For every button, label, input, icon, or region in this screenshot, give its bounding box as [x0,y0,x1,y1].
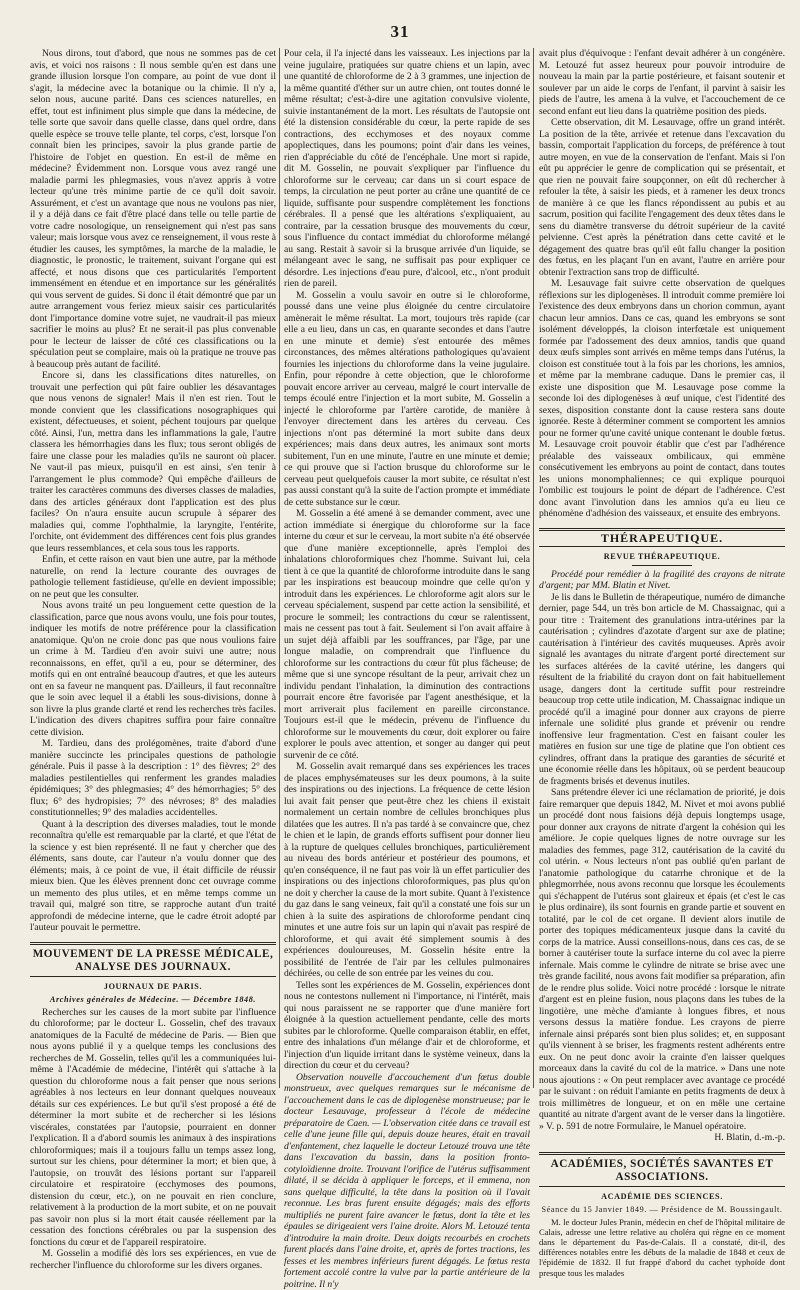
paragraph: Telles sont les expériences de M. Gosselin, expériences dont nous ne contestons nullement ni l'importance, ni l'intérêt, mais qui nous paraissent ne se rapporter que d'une manière fort éloignée à la question actuellement pendante, celle des morts subites par le chloroforme. Quelle comparaison établir, en effet, entre des inhalations d'un mélange d'air et de chloroforme, et l'injection d'un liquide irritant dans le système veineux, dans la direction du cœur et du cerveau? [284,980,530,1072]
paragraph: Enfin, et cette raison en vaut bien une autre, par la méthode naturelle, on rend la lecture courante des ouvrages de pathologie tellement fastidieuse, qu'elle en devient impossible; on ne peut que les consulter. [30,554,276,600]
paragraph: M. Gosselin a été amené à se demander comment, avec une action immédiate si énergique du chloroforme sur la face interne du cœur et sur le cerveau, la mort subite n'a été observée que d'une manière exceptionnelle, après l'emploi des inhalations chloroformiques chez l'homme. Suivant lui, cela tient à ce que la quantité de chloroforme introduite dans le sang par les inspirations est beaucoup moindre que celle qu'on y introduit dans les expériences. Le chloroforme agit alors sur le cerveau spécialement, suspend par cette action la sensibilité, et procure le sommeil; les contractions du cœur se ralentissent, mais ne cessent pas tout à fait. Seulement si l'on avait affaire à un sujet déjà affaibli par les souffrances, par l'âge, par une longue maladie, on comprendrait que l'influence du chloroforme sur les contractions du cœur fût plus fâcheuse; de même que si une syncope résultant de la peur, arrivait chez un individu pendant l'inhalation, la diminution des contractions pourrait encore être favorisée par l'agent anesthésique, et la mort arriverait plus facilement en pareille circonstance. Toujours est-il que le médecin, prévenu de l'influence du chloroforme sur le mouvements du cœur, doit explorer ou faire explorer le pouls avec attention, et songer au danger qui peut survenir de ce côté. [284,508,530,761]
subsection-heading: ACADÉMIE DES SCIENCES. [539,1191,785,1203]
paragraph: M. Tardieu, dans des prolégomènes, traite d'abord d'une manière succincte les principales questions de pathologie générale. Puis il passe à la description : 1° des fièvres; 2° des maladies pestilentielles qui renferment les grandes maladies épidémiques; 3° des phlegmasies; 4° des hémorrhagies; 5° des flux; 6° des hydropisies; 7° des névroses; 8° des maladies constitutionnelles; 9° des maladies accidentelles. [30,738,276,819]
divider [632,565,692,566]
paragraph: M. Gosselin a modifié dès lors ses expériences, en vue de rechercher l'influence du chloroforme sur les divers organes. [30,1248,276,1271]
page-number: 31 [0,22,800,42]
paragraph: M. Lesauvage fait suivre cette observation de quelques réflexions sur les diplogenèses. Il introduit comme première loi l'existence des deux embryons dans un chorion commun, ayant chacun leur amnios. Dans ce cas, quand les embryons se sont isolément développés, la cloison interfœtale est uniquement formée par l'adossement des deux amnios, tandis que quand deux œufs simples sont arrivés en même temps dans l'utérus, la cloison est constituée tout à la fois par les chorions, les amnios, et même par la membrane caduque. Dans le premier cas, il existe une disposition que M. Lesauvage pose comme la seconde loi des diplogenèses à œuf unique, c'est l'identité des sexes, disposition constante dont la cause restera sans doute ignorée. Reste à déterminer comment se comportent les amnios pour ne former qu'une cavité unique contenant le double fœtus. M. Lesauvage croit pouvoir établir que c'est par l'adhérence préalable des vaisseaux ombilicaux, qui emmène consécutivement les embryons au point de contact, dans toutes les unions monomphaliennes; ce qui explique pourquoi l'ombilic est toujours le point de départ de l'adhérence. C'est donc avant l'involution dans les amnios qu'a eu lieu ce phénomène d'adhésion des vaisseaux, et ensuite des embryons. [539,278,785,520]
section-heading-presse: MOUVEMENT DE LA PRESSE MÉDICALE, ANALYSE DES JOURNAUX. [30,942,276,977]
paragraph: M. le docteur Jules Pranin, médecin en chef de l'hôpital militaire de Calais, adresse une lettre relative au choléra qui règne en ce moment dans le département du Pas-de-Calais. Il a constaté, dit-il, des différences notables entre les débuts de la maladie de 1848 et ceux de l'épidémie de 1832. Il fut frappé d'abord du cachet typhoïde dont presque tous les malades [539,1217,785,1278]
paragraph: Nous avons traité un peu longuement cette question de la classification, parce que nous avons voulu, une fois pour toutes, indiquer les motifs de notre préférence pour la classification anatomique. Qu'on ne croie donc pas que nous voulions faire un crime à M. Tardieu d'en avoir suivi une autre; nous reconnaissons, en effet, qu'il a eu, pour se déterminer, des motifs qui en ont entraîné beaucoup d'autres, et que les auteurs ont en sa faveur ne manquent pas. D'ailleurs, il faut reconnaître que le soin avec lequel il a établi les sous-divisions, donne à son livre la plus grande clarté et rend les recherches très faciles. L'indication des divers chapitres suffira pour faire connaître cette division. [30,600,276,738]
journal-line: Archives générales de Médecine. — Décembre 1848. [30,994,276,1006]
signature: H. Blatin, d.-m.-p. [539,1132,785,1144]
paragraph: M. Gosselin a voulu savoir en outre si le chloroforme, poussé dans une veine plus éloignée du centre circulatoire amènerait le même résultat. La mort, toujours très rapide (car elle a eu lieu, dans un cas, en quarante secondes et dans l'autre en une minute et demie) s'est entourée des mêmes circonstances, des mêmes altérations pathologiques qu'avaient fournies les injections du chloroforme dans la veine jugulaire. Enfin, pour répondre à cette objection, que le chloroforme pouvait encore arriver au cerveau, malgré le court intervalle de temps écoulé entre l'injection et la mort subite, M. Gosselin a injecté le chloroforme par l'artère carotide, de manière à l'envoyer directement dans les artères du cerveau. Ces injections n'ont pas déterminé la mort subite dans deux expériences; mais dans deux autres, les animaux sont morts subitement, l'un en une minute, l'autre en une minute et demie; ce qui prouve que si l'action brusque du chloroforme sur le cerveau peut quelquefois causer la mort subite, ce résultat n'est pas aussi constant qu'à la suite de l'action prompte et immédiate de cette substance sur le cœur. [284,290,530,509]
column-3 [539,48,785,1090]
column-rule-right [533,48,534,1088]
paragraph: Observation nouvelle d'accouchement d'un fœtus double monstrueux, avec quelques remarques sur le mécanisme de l'accouchement dans le cas de diplogenèse monstrueuse; par le docteur Lesauvage, professeur à l'école de médecine préparatoire de Caen. — L'observation citée dans ce travail est celle d'une jeune fille qui, depuis douze heures, était en travail d'enfantement, chez laquelle le docteur Letouzé trouva une tête dans l'excavation du bassin, dans la position fronto-cotyloïdienne droite. Trouvant l'orifice de l'utérus suffisamment dilaté, il se décida à appliquer le forceps, et il emmena, non sans quelque difficulté, la tête dans la position où il l'avait reconnue. Les bras furent ensuite dégagés; mais des efforts multipliés ne purent faire avancer le fœtus, dont la tête et les épaules se dirigeaient vers l'aine droite. Alors M. Letouzé tenta d'introduire la main droite. Deux doigts recourbés en crochets furent placés dans l'aine droite, et, après de fortes tractions, les fesses et les membres inférieurs furent dégagés. Le fœtus resta fortement accolé contre la vulve par la partie antérieure de la poitrine. Il n'y [284,1072,530,1290]
subsection-heading: JOURNAUX DE PARIS. [30,981,276,993]
paragraph: Encore si, dans les classifications dites naturelles, on trouvait une perfection qui pût faire oublier les désavantages que nous venons de signaler! Mais il n'en est rien. Tout le monde convient que les classifications nosographiques qui existent, défectueuses, et soient, péchent toujours par quelque côté. Ainsi, l'un, mettra dans les inflammations la gale, l'autre classera les hémorrhagies dans les flux; tous seront obligés de faire une classe pour les maladies qu'ils ne sauront où placer. Ne vaut-il pas mieux, puisqu'il en est ainsi, s'en tenir à l'arrangement le plus commode? Qui empêche d'ailleurs de traiter les caractères communs des diverses classes de maladies, dans des articles généraux dont l'application est des plus faciles? On n'aura ensuite aucun scrupule à séparer des maladies qui, comme l'ophthalmie, la laryngite, l'entérite, l'orchite, ont évidemment des différences cent fois plus grandes que leurs ressemblances, et cela sous tous les rapports. [30,370,276,554]
paragraph: Cette observation, dit M. Lesauvage, offre un grand intérêt. La position de la tête, arrivée et retenue dans l'excavation du bassin, comportait l'application du forceps, de préférence à tout autre moyen, en vue de la conservation de l'enfant. Mais si l'on eût pu apprécier le genre de complication qui se présentait, et que rien ne pouvait faire soupçonner, on eût dû rechercher à refouler la tête, à saisir les pieds, et à ramener les deux troncs de manière à ce que les flancs répondissent au pubis et au sacrum, position qui facilite l'engagement des deux têtes dans le sens du diamètre transverse du détroit supérieur de la cavité pelvienne. C'est après la pénétration dans cette cavité et le dégagement des quatre bras qu'il eût fallu changer la position des fœtus, en les plaçant l'un en avant, l'autre en arrière pour obtenir l'extraction sans trop de difficulté. [539,117,785,278]
column-rule-left [279,48,280,1088]
paragraph: Quant à la description des diverses maladies, tout le monde reconnaîtra qu'elle est remarquable par la clarté, et que l'état de la science y est bien représenté. Il ne faut y chercher que des éléments, sans doute, car l'auteur n'a voulu donner que des éléments; mais, à ce point de vue, il était difficile de réussir mieux bien. Que les élèves prennent donc cet ouvrage comme un memento des plus utiles, et en même temps comme un travail qui, malgré son titre, se rapproche autant d'un traité approfondi de médecine interne, que le cadre étroit adopté par l'auteur pouvait le permettre. [30,819,276,934]
column-2 [284,48,530,1090]
paragraph: Sans prétendre élever ici une réclamation de priorité, je dois faire remarquer que depuis 1842, M. Nivet et moi avons publié un procédé dont nous faisions déjà depuis longtemps usage, pour donner aux crayons de nitrate d'argent la cohésion qui les améliore. Je copie quelques lignes de notre ouvrage sur les maladies des femmes, page 312, cautérisation de la cavité du col utérin. « Nous lecteurs n'ont pas oublié qu'en parlant de l'anatomie pathologique du catarrhe chronique et de la phlegmorrhée, nous avons reconnu que lorsque les écoulements qui s'échappent de l'utérus sont glaireux et épais (et c'est le cas le plus ordinaire), ils sont fournis en grande partie et souvent en totalité, par le col de cet organe. Il devient alors inutile de porter des topiques médicamenteux jusque dans la cavité du corps de la matrice. Aussi conseillons-nous, dans ces cas, de se borner à cautériser toute la surface interne du col avec la pierre infernale. Mais comme le cylindre de nitrate se brise avec une très grande facilité, nous avons fait modifier sa préparation, afin de le rendre plus solide. Voici notre procédé : lorsque le nitrate d'argent est en pleine fusion, nous plaçons dans les tubes de la lingotière, une mèche d'amiante à longues fibres, et nous versons dessus la matière fondue. Les crayons de pierre infernale ainsi préparés sont bien plus solides; et, en supposant qu'ils viennent à se briser, les fragments restent adhérents entre eux. On ne peut donc avoir la crainte d'en laisser quelques morceaux dans la cavité du col de la matrice. » Dans une note nous ajoutions : « On peut remplacer avec avantage ce procédé par le suivant : on réduit l'amiante en petits fragments de deux à trois millimètres de longueur, et on en mêle une certaine quantité au nitrate d'argent avant de le verser dans la lingotière. » V. p. 591 de notre Formulaire, le Manuel opératoire. [539,787,785,1132]
section-heading-academies: ACADÉMIES, SOCIÉTÉS SAVANTES ET ASSOCIATIONS. [539,1152,785,1187]
article-title: Procédé pour remédier à la fragilité des crayons de nitrate d'argent; par MM. Blatin et Nivet. [539,569,785,592]
paragraph: Nous dirons, tout d'abord, que nous ne sommes pas de cet avis, et voici nos raisons : Il nous semble qu'en est dans une grande illusion lorsque l'on compare, au point de vue dont il s'agit, la médecine avec la botanique ou la chimie. Il n'y a, selon nous, aucune parité. Dans ces sciences naturelles, en effet, tout est infiniment plus simple que dans la médecine, de telle sorte que savoir dans quelle classe, dans quel ordre, dans quelle espèce se trouve telle plante, tel corps, c'est, lorsque l'on connaît bien les principes, savoir la plus grande partie de l'histoire de l'objet en question. En est-il de même en médecine? Évidemment non. Lorsque vous avez rangé une maladie parmi les phlegmasies, vous n'avez appris à votre lecteur qu'une très minime partie de ce qu'il doit savoir. Assurément, et c'est un avantage que nous ne voulons pas nier, il y a déjà dans ce fait d'être placé dans telle ou telle partie de votre cadre nosologique, un renseignement qui n'est pas sans valeur; mais lorsque vous avez ce renseignement, il vous reste à étudier les causes, les symptômes, la marche de la maladie, le diagnostic, le pronostic, le traitement, suivant l'organe qui est affecté, et nous disons que ces particularités l'emportent immensément en étendue et en importance sur les généralités qui vous servent de guides. Si donc il était démontré que par un autre arrangement vous feriez mieux saisir ces particularités dont l'importance domine votre sujet, ne vaudrait-il pas mieux sacrifier le moins au plus? Et ne serait-il pas plus convenable pour le lecteur de laisser de côté ces classifications ou la spéculation peut se complaire, mais où la pratique ne trouve pas à beaucoup près autant de facilité. [30,48,276,370]
section-heading-therapeutique: THÉRAPEUTIQUE. [539,528,785,548]
paragraph: M. Gosselin avait remarqué dans ses expériences les traces de places emphysémateuses sur les deux poumons, à la suite des inspirations ou des injections. La fréquence de cette lésion lui avait fait penser que peut-être chez les chiens il existait normalement un certain nombre de cellules bronchiques plus dilatées que les autres. Il n'a pas tardé à se convaincre que, chez le chien et le lapin, de grands efforts suffisent pour donner lieu à la rupture de quelques cellules bronchiques, particulièrement au niveau des bords antérieur et postérieur des poumons, et qu'en conséquence, il ne faut pas voir là un effet particulier des inspirations ou des injections chloroformiques, pas plus qu'on ne doit y chercher la cause de la mort subite. Quant à l'existence du gaz dans le sang veineux, fait qu'il a constaté une fois sur un chien à la suite des aspirations de chloroforme pendant cinq minutes et une autre fois sur un lapin qui n'avait pas respiré de chloroforme, et qui avait été simplement soumis à des expériences douloureuses, M. Gosselin hésite entre la possibilité de l'entrée de l'air par les cellules pulmonaires déchirées, ou celle de son entrée par les veines du cou. [284,761,530,980]
paragraph: avait plus d'équivoque : l'enfant devait adhérer à un congénère. M. Letouzé fut assez heureux pour pouvoir introduire de nouveau la main par la partie postérieure, et faisant soutenir et soulever par un aide le corps de l'enfant, il parvint à saisir les pieds de l'autre, les amena à la vulve, et l'accouchement de ce second enfant eut lieu dans la quatrième position des pieds. [539,48,785,117]
subsection-heading: REVUE THÉRAPEUTIQUE. [539,551,785,563]
seance-line: Séance du 15 Janvier 1849. — Présidence de M. Boussingault. [539,1204,785,1216]
paragraph: Pour cela, il l'a injecté dans les vaisseaux. Les injections par la veine jugulaire, pratiquées sur quatre chiens et un lapin, avec une quantité de chloroforme de 2 à 3 grammes, une injection de la même quantité d'éther sur un autre chien, ont toutes donné le même résultat; c'est-à-dire une agitation convulsive violente, suivie instantanément de la mort. Les résultats de l'autopsie ont été la distension considérable du cœur, la perte rapide de ses contractions, des ecchymoses et des noyaux comme apoplectiques, dans les poumons; point d'air dans les veines, rien d'appréciable du côté de l'encéphale. Une mort si rapide, dit M. Gosselin, ne pouvait s'expliquer par l'influence du chloroforme sur le cerveau; car dans un si court espace de temps, la circulation ne peut porter au crâne une quantité de ce liquide, suffisante pour suspendre complètement les fonctions cérébrales. Il a pensé que les altérations s'expliquaient, au contraire, par la cessation brusque des mouvements du cœur, sous l'influence du contact immédiat du chloroforme mélangé au sang. Restait à savoir si la brusque arrivée d'un liquide, se mélangeant avec le sang, ne suffisait pas pour expliquer ce désordre. Les injections d'eau pure, d'alcool, etc., n'ont produit rien de pareil. [284,48,530,290]
paragraph: Je lis dans le Bulletin de thérapeutique, numéro de dimanche dernier, page 544, un très bon article de M. Chassaignac, qui a pour titre : Traitement des granulations intra-utérines par la cautérisation ; cylindres d'azotate d'argent sur axe de platine; cautérisation à l'intérieur des cavités muqueuses. Après avoir signalé les avantages du nitrate d'argent porté directement sur les surfaces altérées de la cavité utérine, les dangers qui résultent de la friabilité du crayon dont on fait habituellement usage, dangers dont la certitude suffit pour restreindre beaucoup trop cette utile indication, M. Chassaignac indique un procédé qu'il a imaginé pour donner aux crayons de pierre infernale une solidité plus grande et prévenir ou rendre inoffensive leur fragmentation. C'est en faisant couler les matières en fusion sur une tige de platine que l'on obtient ces cylindres, offrant dans la pratique des garanties de sécurité et une économie réelle dans les hôpitaux, où se perdent beaucoup de fragments brisés et devenus inutiles. [539,592,785,788]
paragraph: Recherches sur les causes de la mort subite par l'influence du chloroforme; par le docteur L. Gosselin, chef des travaux anatomiques de la Faculté de médecine de Paris. — Bien que nous ayons publié il y a quelque temps les conclusions des recherches de M. Gosselin, telles qu'il les a communiquées lui-même à l'Académie de médecine, l'intérêt qui s'attache à la question du chloroforme nous a fait penser que nous serions agréables à nos lecteurs en leur donnant quelques nouveaux détails sur ces expériences. Le but qu'il s'est proposé a été de déterminer la mort subite et de rechercher si les lésions viscérales, constatées par l'autopsie, pourraient en donner l'explication. Il a d'abord soumis les animaux à des inspirations chloroformiques; mais il a toujours fallu un temps assez long, surtout sur les chiens, pour déterminer la mort; et bien que, à l'autopsie, on trouvât des lésions portant sur l'appareil circulatoire et respiratoire (ecchymoses des poumons, distension du cœur, etc.), on ne pouvait en rien conclure, relativement à la production de la mort subite, et on ne pouvait pas savoir non plus si la mort était causée réellement par la cessation des fonctions cérébrales ou par la suspension des fonctions du cœur et de l'appareil respiratoire. [30,1007,276,1249]
column-1 [30,48,276,1090]
